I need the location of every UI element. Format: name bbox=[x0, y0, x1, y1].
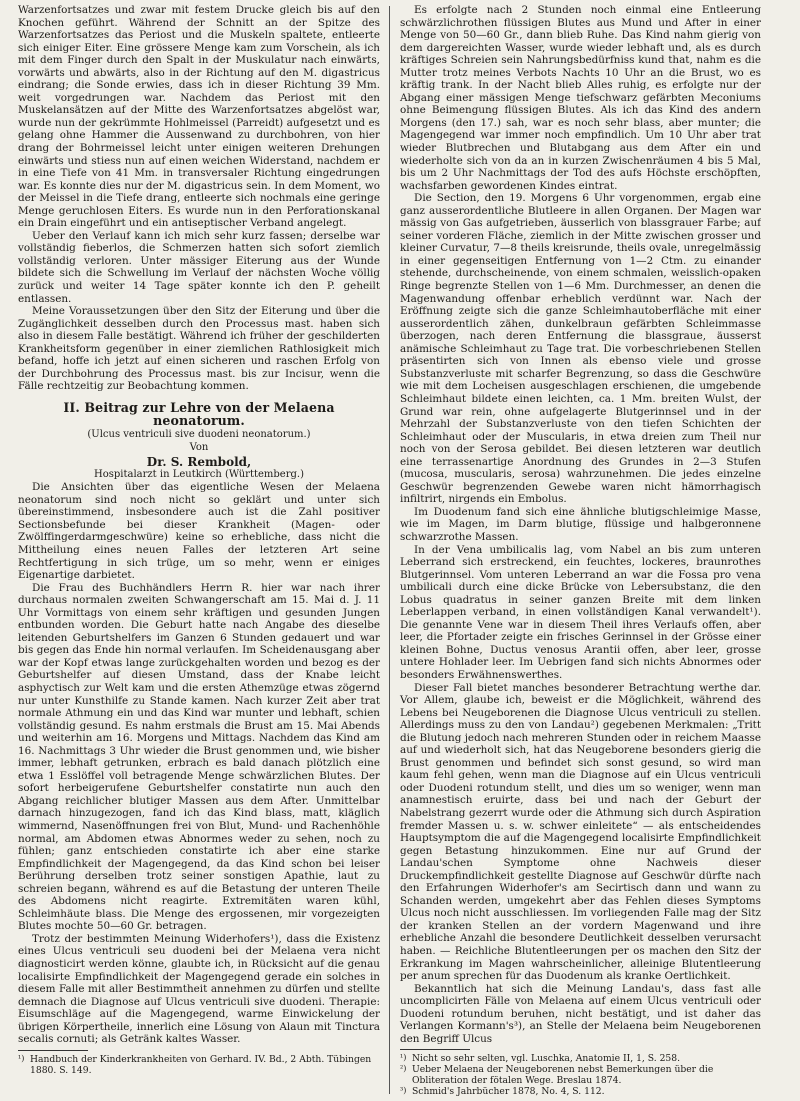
footnote bbox=[18, 1054, 380, 1076]
paragraph: Ueber den Verlauf kann ich mich sehr kurz fassen; derselbe war vollständig fieberlos, die Schmerzen hatten sich sofort ziemlich vollständig verloren. Unter mässiger Eiterung aus der Wunde bildete sich die Schwellung im Verlauf der nächsten Woche völlig zurück und weiter 14 Tage später konnte ich den P. geheilt entlassen. bbox=[18, 229, 380, 305]
right-column bbox=[390, 4, 761, 1098]
author-name: Dr. S. Rembold, bbox=[146, 455, 252, 470]
section-subtitle: (Ulcus ventriculi sive duodeni neonatorum.) bbox=[87, 429, 311, 441]
footnote-rule bbox=[400, 1049, 470, 1050]
paragraph: Im Duodenum fand sich eine ähnliche blutigschleimige Masse, wie im Magen, im Darm blutige, flüssige und halbgeronnene schwarzrothe Massen. bbox=[400, 505, 761, 543]
paragraph: Die Ansichten über das eigentliche Wesen der Melaena neonatorum sind noch nicht so geklärt und unter sich übereinstimmend, insbesondere auch ist die Zahl positiver Sectionsbefunde bei dieser Krankheit (Magen- oder Zwölffingerdarmgeschwüre) keine so erhebliche, dass nicht die Mittheilung eines neuen Falles der letzteren Art seine Rechtfertigung in sich trüge, um so mehr, wenn er einiges Eigenartige darbietet. bbox=[18, 481, 380, 582]
footnote-number: ¹) bbox=[18, 1053, 25, 1063]
footnote bbox=[400, 1064, 761, 1086]
footnote-text: Handbuch der Kinderkrankheiten von Gerhard. IV. Bd., 2 Abth. Tübingen 1880. S. 149. bbox=[30, 1053, 372, 1076]
paragraph: In der Vena umbilicalis lag, vom Nabel an bis zum unteren Leberrand sich erstreckend, ein feuchtes, lockeres, braunrothes Blutgerinnsel. Vom unteren Leberrand an war die Fossa pro vena umbilicali durch eine dicke Brücke von Lebersubstanz, die den Lobus quadratus in seiner ganzen Breite mit dem linken Leberlappen verband, in einen vollständigen Kanal verwandelt¹). Die genannte Vene war in diesem Theil ihres Verlaufs offen, aber leer, die Pfortader zeigte ein frisches Gerinnsel in der Grösse einer kleinen Bohne, Ductus venosus Arantii offen, aber leer, grosse untere Hohlader leer. Im Uebrigen fand sich nichts Abnormes oder besonders Erwähnenswerthes. bbox=[400, 543, 761, 681]
footnote-number: ³) bbox=[400, 1086, 407, 1096]
footnote-number: ²) bbox=[400, 1064, 407, 1074]
paragraph: Warzenfortsatzes und zwar mit festem Drucke gleich bis auf den Knochen geführt. Während der Schnitt an der Spitze des Warzenfortsatzes das Periost und die Muskeln spaltete, entleerte sich einiger Eiter. Eine grössere Menge kam zum Vorschein, als ich mit dem Finger durch den Spalt in der Muskulatur nach einwärts, vorwärts und abwärts, also in der Richtung auf den M. digastricus eindrang; die Sonde erwies, dass ich in dieser Richtung 39 Mm. weit vorgedrungen war. Nachdem das Periost mit den Muskelansätzen auf der Mitte des Warzenfortsatzes abgelöst war, wurde nun der gekrümmte Hohlmeissel (Parreidt) aufgesetzt und es gelang ohne Hammer die Aussenwand zu durchbohren, von hier drang der Bohrmeissel leicht unter einigen weiteren Drehungen einwärts und stiess nun auf einen weichen Widerstand, nachdem er in eine Tiefe von 41 Mm. in transversaler Richtung eingedrungen war. Es konnte dies nur der M. digastricus sein. In dem Moment, wo der Meissel in die Tiefe drang, entleerte sich nochmals eine geringe Menge geruchlosen Eiters. Es wurde nun in den Perforationskanal ein Drain eingeführt und ein antiseptischer Verband angelegt. bbox=[18, 4, 380, 230]
two-column-layout bbox=[18, 4, 788, 1098]
paragraph: Die Frau des Buchhändlers Herrn R. hier war nach ihrer durchaus normalen zweiten Schwangerschaft am 15. Mai d. J. 11 Uhr Vormittags von einem sehr kräftigen und gesunden Jungen entbunden worden. Die Geburt hatte nach Angabe des dieselbe leitenden Geburtshelfers im Ganzen 6 Stunden gedauert und war bis gegen das Ende hin normal verlaufen. Im Scheidenausgang aber war der Kopf etwas lange zurückgehalten worden und bezog es der Geburtshelfer auf diesen Umstand, dass der Knabe leicht asphyctisch zur Welt kam und die ersten Athemzüge etwas zögernd nur unter Kunsthilfe zu Stande kamen. Nach kurzer Zeit aber trat normale Athmung ein und das Kind war munter und lebhaft, schien vollständig gesund. Es nahm erstmals die Brust am 15. Mai Abends und weiterhin am 16. Morgens und Mittags. Nachdem das Kind am 16. Nachmittags 3 Uhr wieder die Brust genommen und, wie bisher immer, lebhaft getrunken, erbrach es bald danach plötzlich eine etwa 1 Esslöffel voll betragende Menge schwärzlichen Blutes. Der sofort herbeigerufene Geburtshelfer constatirte nun auch den Abgang reichlicher blutiger Massen aus dem After. Unmittelbar darnach hinzugezogen, fand ich das Kind blass, matt, kläglich wimmernd, Nasenöffnungen frei von Blut, Mund- und Rachenhöhle normal, am Abdomen etwas Abnormes weder zu sehen, noch zu fühlen; ganz entschieden constatirte ich aber eine starke Empfindlichkeit der Magengegend, da das Kind schon bei leiser Berührung derselben trotz seiner sonstigen Apathie, laut zu schreien begann, während es auf die Betastung der unteren Theile des Abdomens nicht reagirte. Extremitäten waren kühl, Schleimhäute blass. Die Menge des ergossenen, mir vorgezeigten Blutes mochte 50—60 Gr. betragen. bbox=[18, 581, 380, 933]
author-affiliation: Hospitalarzt in Leutkirch (Württemberg.) bbox=[94, 468, 304, 480]
paragraph: Meine Voraussetzungen über den Sitz der Eiterung und über die Zugänglichkeit desselben durch den Processus mast. haben sich also in diesem Falle bestätigt. Während ich früher der geschilderten Krankheitsform gegenüber in einer ziemlichen Rathlosigkeit mich befand, hoffe ich jetzt auf einen sicheren und raschen Erfolg von der Durchbohrung des Processus mast. bis zur Incisur, wenn die Fälle rechtzeitig zur Beobachtung kommen. bbox=[18, 305, 380, 393]
paragraph: Bekanntlich hat sich die Meinung Landau's, dass fast alle uncomplicirten Fälle von Melaena auf einem Ulcus ventriculi oder Duodeni rotundum beruhen, nicht bestätigt, und ist daher das Verlangen Kormann's³), an Stelle der Melaena beim Neugeborenen den Begriff Ulcus bbox=[400, 982, 761, 1045]
footnote-text: Schmid's Jahrbücher 1878, No. 4, S. 112. bbox=[412, 1086, 605, 1098]
footnote-rule bbox=[18, 1050, 88, 1051]
footnote-text: Nicht so sehr selten, vgl. Luschka, Anatomie II, 1, S. 258. bbox=[412, 1053, 681, 1065]
footnote bbox=[400, 1086, 761, 1097]
footnote-text: Ueber Melaena der Neugeborenen nebst Bemerkungen über die Obliteration der fötalen Wege. Breslau 1874. bbox=[412, 1064, 714, 1087]
paragraph: Es erfolgte nach 2 Stunden noch einmal eine Entleerung schwärzlichrothen flüssigen Blutes aus Mund und After in einer Menge von 50—60 Gr., dann blieb Ruhe. Das Kind nahm gierig von dem dargereichten Wasser, wurde wieder lebhaft und, als es durch kräftiges Schreien sein Nahrungsbedürfniss kund that, nahm es die Mutter trotz meines Verbots Nachts 10 Uhr an die Brust, wo es kräftig trank. In der Nacht blieb Alles ruhig, es erfolgte nur der Abgang einer mässigen Menge tiefschwarz gefärbten Meconiums ohne Beimengung flüssigen Blutes. Als ich das Kind des andern Morgens (den 17.) sah, war es noch sehr blass, aber munter; die Magengegend war immer noch empfindlich. Um 10 Uhr aber trat wieder Blutbrechen und Blutabgang aus dem After ein und wiederholte sich von da an in kurzen Zwischenräumen 4 bis 5 Mal, bis um 2 Uhr Nachmittags der Tod des aufs Höchste erschöpften, wachsfarben gewordenen Kindes eintrat. bbox=[400, 4, 761, 192]
paragraph: Dieser Fall bietet manches besonderer Betrachtung werthe dar. Vor Allem, glaube ich, beweist er die Möglichkeit, während des Lebens bei Neugeborenen die Diagnose Ulcus ventriculi zu stellen. Allerdings muss zu den von Landau²) gegebenen Merkmalen: „Tritt die Blutung jedoch nach mehreren Stunden oder in reichem Maasse auf und wiederholt sich, hat das Neugeborene besonders gierig die Brust genommen und befindet sich sonst gesund, so wird man kaum fehl gehen, wenn man die Diagnose auf ein Ulcus ventriculi oder Duodeni rotundum stellt, und dies um so weniger, wenn man anamnestisch eruirte, dass bei und nach der Geburt der Nabelstrang gezerrt wurde oder die Athmung sich durch Aspiration fremder Massen u. s. w. schwer einleitete“ — als entscheidendes Hauptsymptom die auf die Magengegend localisirte Empfindlichkeit gegen Betastung hinzukommen. Eine nur auf Grund der Landau'schen Symptome ohne Nachweis dieser Druckempfindlichkeit gestellte Diagnose auf Geschwür dürfte nach den Erfahrungen Widerhofer's am Secirtisch dann und wann zu Schanden werden, umgekehrt aber das Fehlen dieses Symptoms Ulcus noch nicht ausschliessen. Im vorliegenden Falle mag der Sitz der kranken Stellen an der vordern Magenwand und ihre erhebliche Anzahl die besondere Deutlichkeit desselben verursacht haben. — Reichliche Blutentleerungen per os machen den Sitz der Erkrankung im Magen wahrscheinlicher, alleinige Blutentleerung per anum sprechen für das Duodenum als kranke Oertlichkeit. bbox=[400, 681, 761, 983]
paragraph: Die Section, den 19. Morgens 6 Uhr vorgenommen, ergab eine ganz ausserordentliche Blutleere in allen Organen. Der Magen war mässig von Gas aufgetrieben, äusserlich von blassgrauer Farbe; auf seiner vorderen Fläche, ziemlich in der Mitte zwischen grosser und kleiner Curvatur, 7—8 theils kreisrunde, theils ovale, unregelmässig in einer gegenseitigen Entfernung von 1—2 Ctm. zu einander stehende, durchscheinende, von einem schmalen, weisslich-opaken Ringe begrenzte Stellen von 1—6 Mm. Durchmesser, an denen die Magenwandung offenbar erheblich verdünnt war. Nach der Eröffnung zeigte sich die ganze Schleimhautoberfläche mit einer ausserordentlich zähen, dunkelbraun gefärbten Schleimmasse überzogen, nach deren Entfernung die blassgraue, äusserst anämische Schleimhaut zu Tage trat. Die vorbeschriebenen Stellen präsentirten sich von Innen als ebenso viele und grosse Substanzverluste mit scharfer Begrenzung, so dass die Geschwüre wie mit dem Locheisen ausgeschlagen erschienen, die umgebende Schleimhaut bildete einen leichten, ca. 1 Mm. breiten Wulst, der Grund war rein, ohne aufgelagerte Blutgerinnsel und in der Mehrzahl der Substanzverluste von den tiefen Schichten der Schleimhaut oder der Muscularis, in etwa dreien zum Theil nur noch von der Serosa gebildet. Bei diesen letzteren war deutlich eine terrassenartige Anordnung des Grundes in 2—3 Stufen (mucosa, muscularis, serosa) wahrzunehmen. Die jedes einzelne Geschwür begrenzenden Gewebe waren nicht hämorrhagisch infiltrirt, nirgends ein Embolus. bbox=[400, 192, 761, 506]
byline-von: Von bbox=[189, 441, 209, 453]
footnote bbox=[400, 1053, 761, 1064]
paragraph: Trotz der bestimmten Meinung Widerhofers¹), dass die Existenz eines Ulcus ventriculi seu duodeni bei der Melaena vera nicht diagnosticirt werden könne, glaubte ich, in Rücksicht auf die genau localisirte Empfindlichkeit der Magengegend gerade ein solches in diesem Falle mit aller Bestimmtheit annehmen zu dürfen und stellte demnach die Diagnose auf Ulcus ventriculi sive duodeni. Therapie: Eisumschläge auf die Magengegend, warme Einwickelung der übrigen Körpertheile, innerlich eine Lösung von Alaun mit Tinctura secalis cornuti; als Getränk kaltes Wasser. bbox=[18, 932, 380, 1046]
left-column bbox=[18, 4, 389, 1098]
footnote-number: ¹) bbox=[400, 1053, 407, 1063]
section-title: II. Beitrag zur Lehre von der Melaena neonatorum. bbox=[63, 399, 335, 428]
